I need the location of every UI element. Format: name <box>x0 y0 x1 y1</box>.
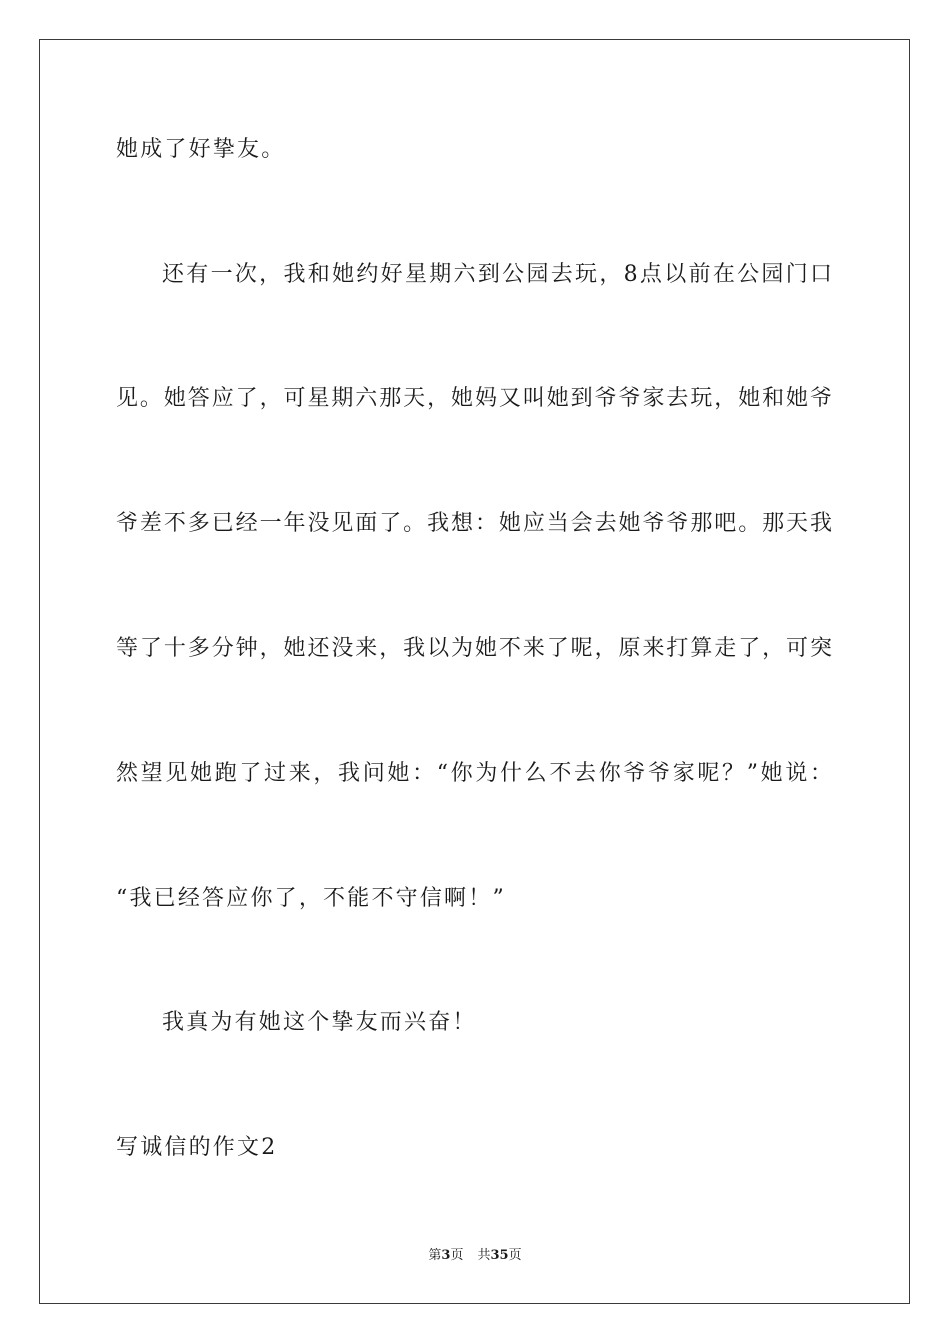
page-border <box>39 39 910 1304</box>
paragraph-line-8: 我真为有她这个挚友而兴奋！ <box>162 1010 477 1035</box>
text-line-3: 见。她答应了，可星期六那天，她妈又叫她到爷爷家去玩，她和她爷 <box>116 386 832 411</box>
footer-total-suffix: 页 <box>508 1248 522 1263</box>
text-line-1: 她成了好挚友。 <box>116 137 286 162</box>
text-line-6: 然望见她跑了过来，我问她：“你为什么不去你爷爷家呢？”她说： <box>116 761 832 786</box>
footer-page-suffix: 页 <box>450 1248 464 1263</box>
footer-total-pages: 35 <box>490 1248 509 1263</box>
footer-total-prefix: 共 <box>477 1248 491 1263</box>
footer-page-number: 3 <box>441 1248 451 1263</box>
page-footer <box>0 1247 950 1265</box>
text-line-7: “我已经答应你了，不能不守信啊！” <box>116 886 506 911</box>
text-line-4: 爷差不多已经一年没见面了。我想：她应当会去她爷爷那吧。那天我 <box>116 511 832 536</box>
section-heading: 写诚信的作文2 <box>116 1135 278 1160</box>
paragraph-line-2: 还有一次，我和她约好星期六到公园去玩，8点以前在公园门口 <box>162 262 832 287</box>
footer-page-prefix: 第 <box>428 1248 442 1263</box>
text-line-5: 等了十多分钟，她还没来，我以为她不来了呢，原来打算走了，可突 <box>116 636 832 661</box>
